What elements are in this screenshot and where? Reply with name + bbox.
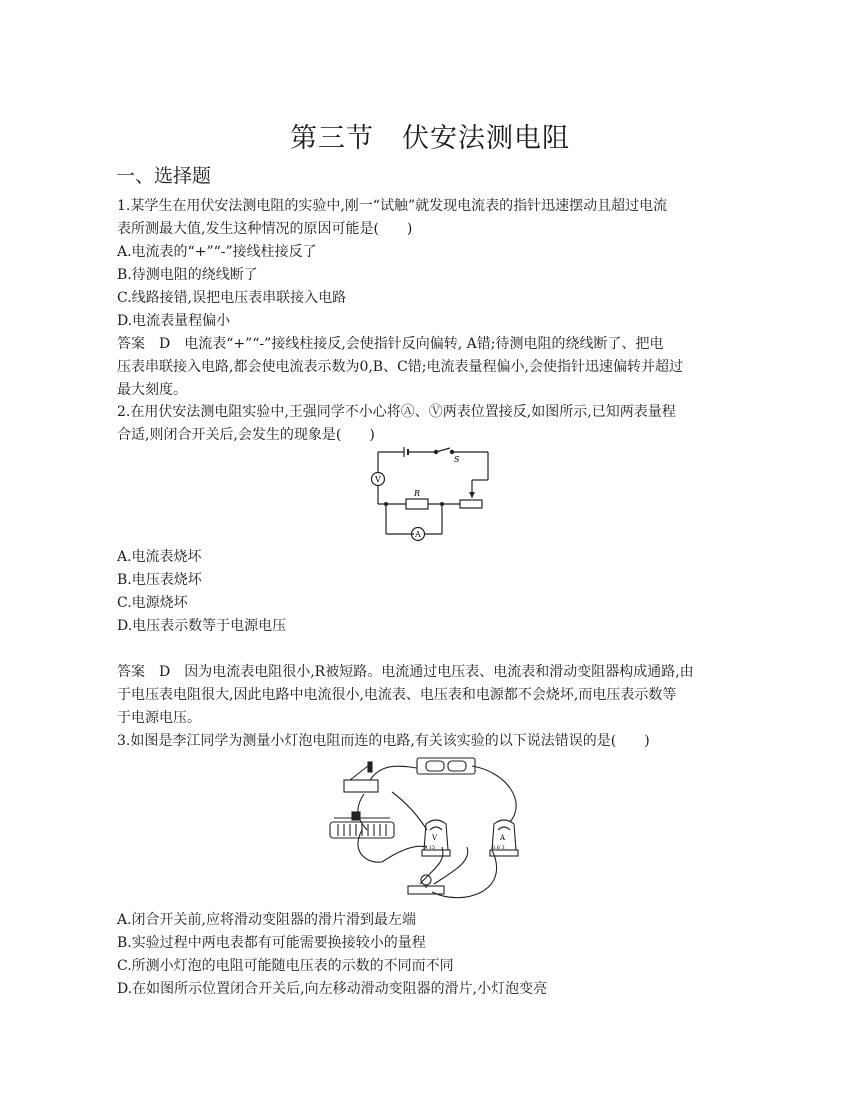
q2-stem-line: 2.在用伏安法测电阻实验中,王强同学不小心将Ⓐ、Ⓥ两表位置接反,如图所示,已知两表量程: [117, 404, 676, 420]
page-title: 第三节 伏安法测电阻: [290, 123, 570, 154]
q2-answer-line: 于电压表电阻很大,因此电路中电流很小,电流表、电压表和电源都不会烧坏,而电压表示数等: [117, 687, 677, 703]
q3-apparatus-drawing: [322, 752, 542, 907]
ammeter-label: A: [415, 530, 421, 539]
q1-answer-line: 最大刻度。: [117, 382, 187, 398]
q2-stem-line: 合适,则闭合开关后,会发生的现象是( ): [117, 427, 375, 443]
q1-answer-line: 答案 D 电流表“+”“-”接线柱接反,会使指针反向偏转, A错;待测电阻的绕线断了、把电: [117, 336, 664, 352]
q2-option-a: A.电流表烧坏: [117, 549, 202, 565]
section-heading: 一、选择题: [116, 165, 212, 187]
q1-stem-line: 表所测最大值,发生这种情况的原因可能是( ): [117, 221, 413, 237]
q3-option-b: B.实验过程中两电表都有可能需要换接较小的量程: [117, 935, 426, 951]
voltmeter-terminals: 3 15: [424, 845, 436, 851]
voltmeter-label: V: [375, 475, 381, 484]
rheostat: [460, 500, 482, 508]
q3-option-c: C.所测小灯泡的电阻可能随电压表的示数的不同而不同: [117, 958, 454, 974]
q1-stem-line: 1.某学生在用伏安法测电阻的实验中,刚一“试触”就发现电流表的指针迅速摆动且超过电流: [117, 198, 668, 214]
ammeter-terminals: 0.6 3: [492, 845, 505, 851]
q1-option-d: D.电流表量程偏小: [117, 313, 231, 329]
q1-option-c: C.线路接错,误把电压表串联接入电路: [117, 290, 347, 306]
q3-option-a: A.闭合开关前,应将滑动变阻器的滑片滑到最左端: [117, 912, 417, 928]
resistor-label: R: [414, 489, 421, 498]
q3-stem-line: 3.如图是李江同学为测量小灯泡电阻而连的电路,有关该实验的以下说法错误的是( ): [117, 733, 650, 749]
resistor-r: [406, 499, 428, 509]
q2-answer-line: 答案 D 因为电流表电阻很小,R被短路。电流通过电压表、电流表和滑动变阻器构成通路,由: [117, 664, 694, 680]
switch-base: [344, 780, 378, 792]
q1-option-b: B.待测电阻的绕线断了: [117, 267, 258, 283]
q2-option-d: D.电压表示数等于电源电压: [117, 618, 287, 634]
q2-option-c: C.电源烧坏: [117, 595, 188, 611]
q2-circuit-diagram: [362, 446, 497, 542]
light-bulb: [421, 875, 431, 885]
q1-option-a: A.电流表的“+”“-”接线柱接反了: [117, 244, 317, 260]
q1-answer-line: 压表串联接入电路,都会使电流表示数为0,B、C错;电流表量程偏小,会使指针迅速偏转并超过: [117, 359, 683, 375]
q2-answer-line: 于电源电压。: [117, 710, 201, 726]
knife-switch: [350, 766, 368, 780]
switch-label: S: [454, 455, 460, 464]
voltmeter-label: V: [432, 834, 438, 842]
ammeter-label: A: [500, 834, 506, 842]
q3-option-d: D.在如图所示位置闭合开关后,向左移动滑动变阻器的滑片,小灯泡变亮: [117, 981, 548, 997]
q2-option-b: B.电压表烧坏: [117, 572, 202, 588]
switch-lever: [436, 448, 450, 452]
